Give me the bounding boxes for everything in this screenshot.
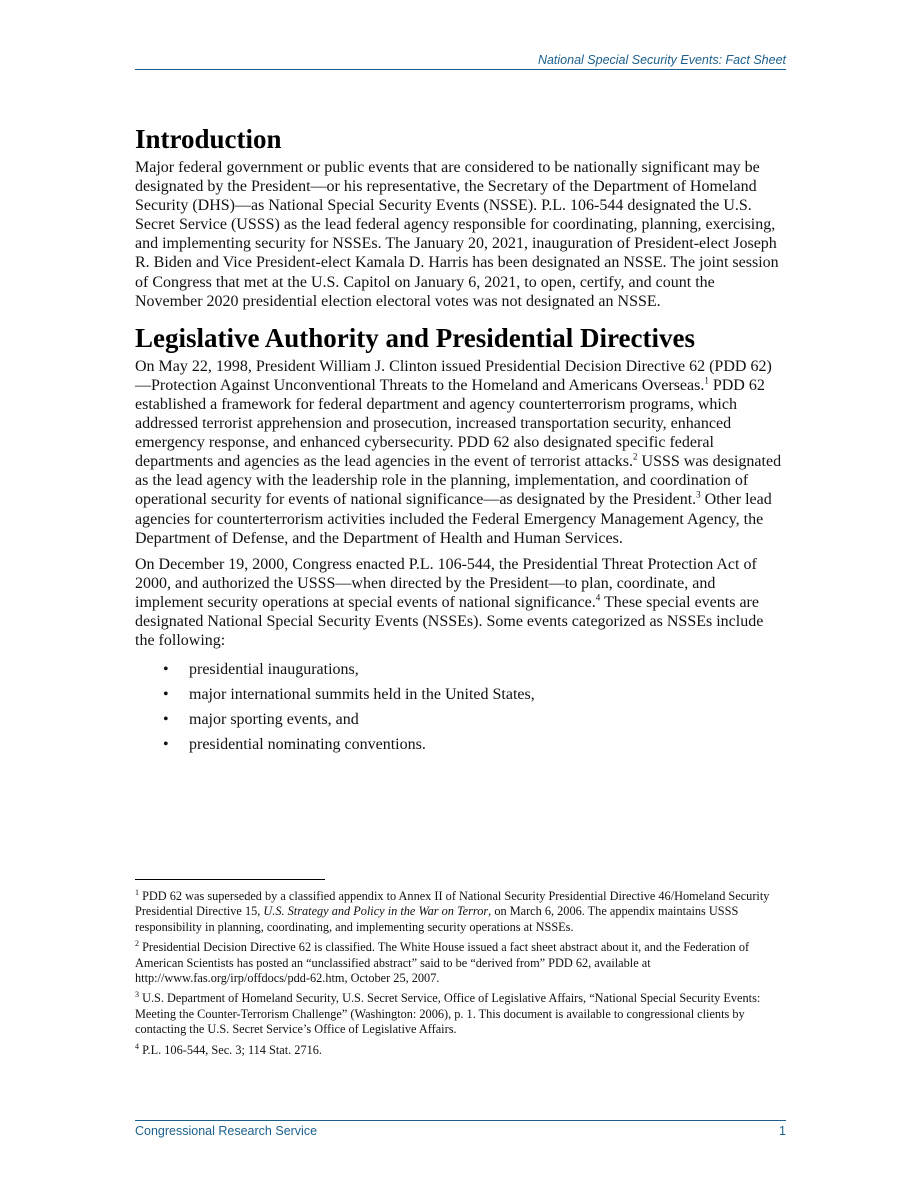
header-rule <box>135 69 786 70</box>
nsse-event-list <box>135 660 786 754</box>
bullet-icon: • <box>163 661 169 679</box>
footnote-ref-2[interactable]: 2 <box>633 451 638 462</box>
footnote-number: 3 <box>135 990 139 1000</box>
bullet-icon: • <box>163 711 169 729</box>
footnote-1 <box>135 889 786 935</box>
footnote-2 <box>135 940 786 986</box>
list-item <box>135 710 786 729</box>
footnote-text: PDD 62 was superseded by a classified appendix to Annex II of National Security Presidential Directive 46/Homeland Security Presidential Directive 15, <box>135 889 770 919</box>
text-run: PDD 62 established a framework for federal department and agency counterterrorism programs, which addressed terrorist apprehension and prosecution, increased transportation security, enhanced emergency response, and enhanced cybersecurity. PDD 62 also designated specific federal departments and agencies as the lead agencies in the event of terrorist attacks. <box>135 376 765 471</box>
list-item <box>135 735 786 754</box>
footnote-title: U.S. Strategy and Policy in the War on Terror <box>263 904 489 919</box>
text-run: USSS was designated as the lead agency with the leadership role in the planning, implementation, and coordination of operational security for events of national significance—as designated by the President. <box>135 453 782 509</box>
document-body <box>135 122 786 760</box>
intro-paragraph: Major federal government or public events that are considered to be nationally significant may be designated by the President—or his representative, the Secretary of the Department of Homeland Security (DHS)—as National Special Security Events (NSSE). P.L. 106-544 designated the U.S. Secret Service (USSS) as the lead federal agency responsible for coordinating, planning, exercising, and implementing security for NSSEs. The January 20, 2021, inauguration of President-elect Joseph R. Biden and Vice President-elect Kamala D. Harris has been designated an NSSE. The joint session of Congress that met at the U.S. Capitol on January 6, 2021, to open, certify, and count the November 2020 presidential election electoral votes was not designated an NSSE. <box>135 159 779 310</box>
text-run: Other lead agencies for counterterrorism activities included the Federal Emergency Management Agency, the Department of Defense, and the Department of Health and Human Services. <box>135 491 772 547</box>
footnote-ref-3[interactable]: 3 <box>696 490 701 501</box>
footnote-separator <box>135 879 325 880</box>
bullet-icon: • <box>163 736 169 754</box>
footnote-text: Presidential Decision Directive 62 is classified. The White House issued a fact sheet abstract about it, and the Federation of American Scientists has posted an “unclassified abstract” said to be “derived from” PDD 62, available at http://www.fas.org/irp/offdocs/pdd-62.htm, October 25, 2007. <box>135 940 750 986</box>
footnote-text: U.S. Department of Homeland Security, U.S. Secret Service, Office of Legislative Affairs, “National Special Security Events: Meeting the Counter-Terrorism Challenge” (Washington: 2006), p. 1. This document is available to congressional clients by contacting the U.S. Secret Service’s Office of Legislative Affairs. <box>135 991 761 1037</box>
list-item-text: major international summits held in the United States, <box>189 686 535 704</box>
footnote-ref-1[interactable]: 1 <box>704 375 709 386</box>
list-item-text: presidential nominating conventions. <box>189 736 426 754</box>
footnotes <box>135 889 786 1063</box>
footnote-number: 1 <box>135 887 139 897</box>
list-item-text: presidential inaugurations, <box>189 661 359 679</box>
footnote-number: 2 <box>135 939 139 949</box>
footer-organization: Congressional Research Service <box>135 1124 318 1138</box>
footnote-4 <box>135 1043 786 1058</box>
intro-heading: Introduction <box>135 124 282 154</box>
page-number: 1 <box>779 1124 786 1138</box>
list-item <box>135 660 786 679</box>
text-run: On December 19, 2000, Congress enacted P.L. 106-544, the Presidential Threat Protection Act of 2000, and authorized the USSS—when directed by the President—to plan, coordinate, and implement security operations at special events of national significance. <box>135 555 757 611</box>
footnote-text: , on March 6, 2006. The appendix maintains USSS responsibility in planning, coordinating, and implementing security operations at NSSEs. <box>135 904 739 934</box>
footnote-number: 4 <box>135 1041 139 1051</box>
authority-paragraph-2 <box>135 555 786 650</box>
bullet-icon: • <box>163 686 169 704</box>
authority-paragraph-1 <box>135 357 786 548</box>
list-item-text: major sporting events, and <box>189 711 359 729</box>
text-run: These special events are designated National Special Security Events (NSSEs). Some events categorized as NSSEs include the following: <box>135 593 764 650</box>
authority-heading: Legislative Authority and Presidential Directives <box>135 322 695 353</box>
footer-rule <box>135 1120 786 1121</box>
footnote-3 <box>135 991 786 1037</box>
text-run: On May 22, 1998, President William J. Clinton issued Presidential Decision Directive 62 (PDD 62)—Protection Against Unconventional Threats to the Homeland and Americans Overseas. <box>135 357 772 394</box>
footnote-ref-4[interactable]: 4 <box>595 592 601 603</box>
list-item <box>135 685 786 704</box>
footnote-text: P.L. 106-544, Sec. 3; 114 Stat. 2716. <box>139 1042 322 1057</box>
running-header: National Special Security Events: Fact Sheet <box>537 53 786 67</box>
